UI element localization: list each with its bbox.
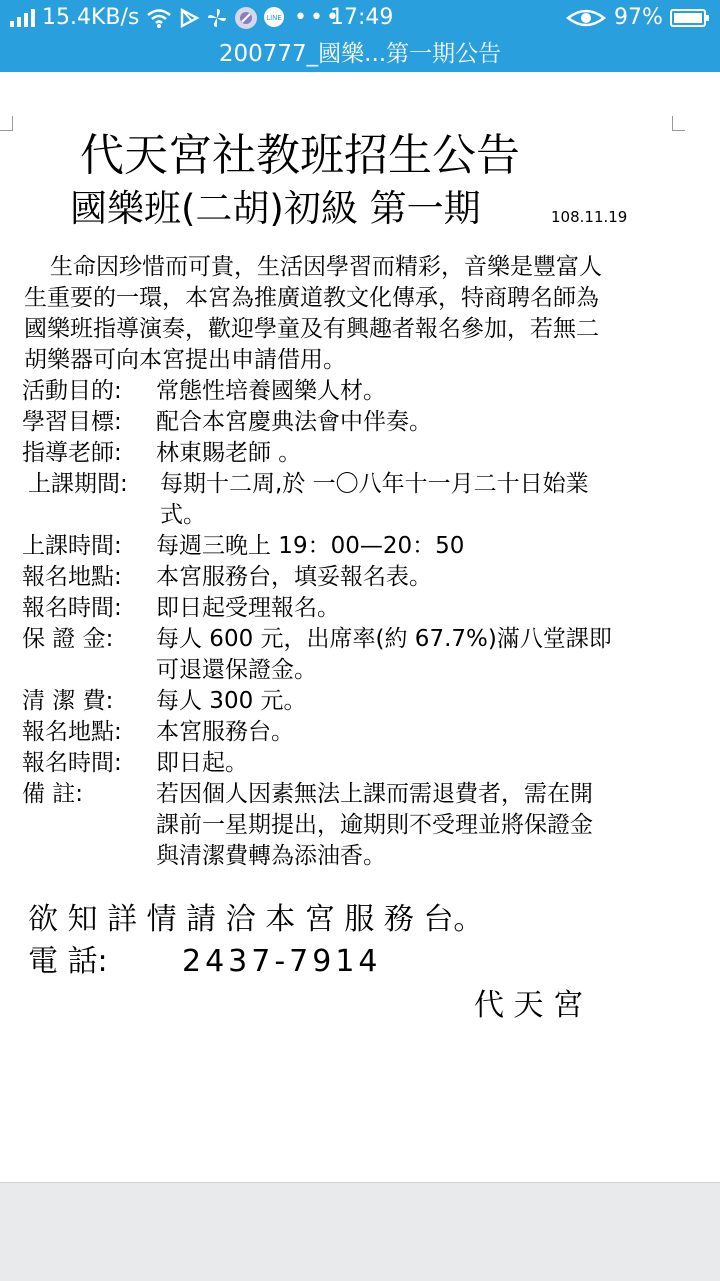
item-label: 保 證 金: (22, 626, 114, 652)
play-store-icon (178, 0, 200, 36)
item-label: 上課時間: (22, 533, 122, 559)
signature: 代 天 宮 (474, 988, 584, 1023)
signal-icon (8, 0, 38, 36)
svg-text:LINE: LINE (266, 14, 282, 22)
item-value: 每期十二周,於 一〇八年十一月二十日始業 (160, 471, 589, 497)
title-bar (0, 36, 720, 72)
document-page[interactable] (0, 72, 720, 1182)
item-value: 配合本宮慶典法會中伴奏。 (156, 409, 432, 435)
item-value: 每週三晚上 19：00—20：50 (156, 533, 465, 559)
clock: 17:49 (330, 5, 394, 30)
item-value: 常態性培養國樂人材。 (156, 378, 386, 404)
item-value: 林東賜老師 。 (156, 440, 302, 466)
contact-line: 欲 知 詳 情 請 洽 本 宮 服 務 台。 (28, 902, 484, 937)
item-label: 指導老師: (22, 440, 122, 466)
eye-icon (566, 0, 606, 36)
item-label: 報名地點: (22, 719, 122, 745)
phone-label: 電 話: (28, 944, 108, 979)
item-value: 式。 (160, 502, 206, 528)
viewer-background (0, 1182, 720, 1281)
status-bar (0, 0, 720, 36)
net-speed: 15.4KB/s (42, 5, 140, 30)
item-label: 上課期間: (28, 471, 128, 497)
phone-number: 2437-7914 (182, 944, 382, 979)
item-label: 報名時間: (22, 595, 122, 621)
item-label: 報名地點: (22, 564, 122, 590)
page-corner-mark (672, 116, 685, 131)
item-value: 每人 600 元，出席率(約 67.7%)滿八堂課即 (156, 626, 612, 652)
item-value: 本宮服務台，填妥報名表。 (156, 564, 432, 590)
item-value: 若因個人因素無法上課而需退費者，需在開 (156, 781, 593, 807)
item-value: 每人 300 元。 (156, 688, 307, 714)
battery-level: 97% (614, 5, 663, 30)
wifi-icon (146, 0, 172, 36)
item-label: 清 潔 費: (22, 688, 114, 714)
item-label: 報名時間: (22, 750, 122, 776)
more-dots-icon: ••• (294, 5, 342, 30)
item-value: 課前一星期提出，逾期則不受理並將保證金 (156, 812, 593, 838)
item-label: 活動目的: (22, 378, 122, 404)
page-corner-mark (0, 116, 13, 131)
item-value: 本宮服務台。 (156, 719, 294, 745)
app-icon (234, 0, 258, 36)
intro-line: 生命因珍惜而可貴，生活因學習而精彩，音樂是豐富人 (50, 254, 602, 280)
intro-line: 生重要的一環，本宮為推廣道教文化傳承，特商聘名師為 (24, 285, 599, 311)
notice-date: 108.11.19 (551, 208, 628, 226)
item-value: 可退還保證金。 (156, 657, 317, 683)
item-value: 即日起。 (156, 750, 248, 776)
intro-line: 胡樂器可向本宮提出申請借用。 (24, 347, 346, 373)
line-icon (262, 0, 286, 36)
document-title: 200777_國樂...第一期公告 (218, 41, 502, 67)
item-label: 學習目標: (22, 409, 122, 435)
item-label: 備 註: (22, 781, 84, 807)
notice-subtitle: 國樂班(二胡)初級 第一期 (70, 187, 481, 230)
battery-icon (670, 0, 710, 36)
intro-line: 國樂班指導演奏，歡迎學童及有興趣者報名參加，若無二 (24, 316, 599, 342)
item-value: 與清潔費轉為添油香。 (156, 843, 386, 869)
notice-title: 代天宮社教班招生公告 (80, 130, 520, 181)
item-value: 即日起受理報名。 (156, 595, 340, 621)
pinwheel-icon (206, 0, 228, 36)
